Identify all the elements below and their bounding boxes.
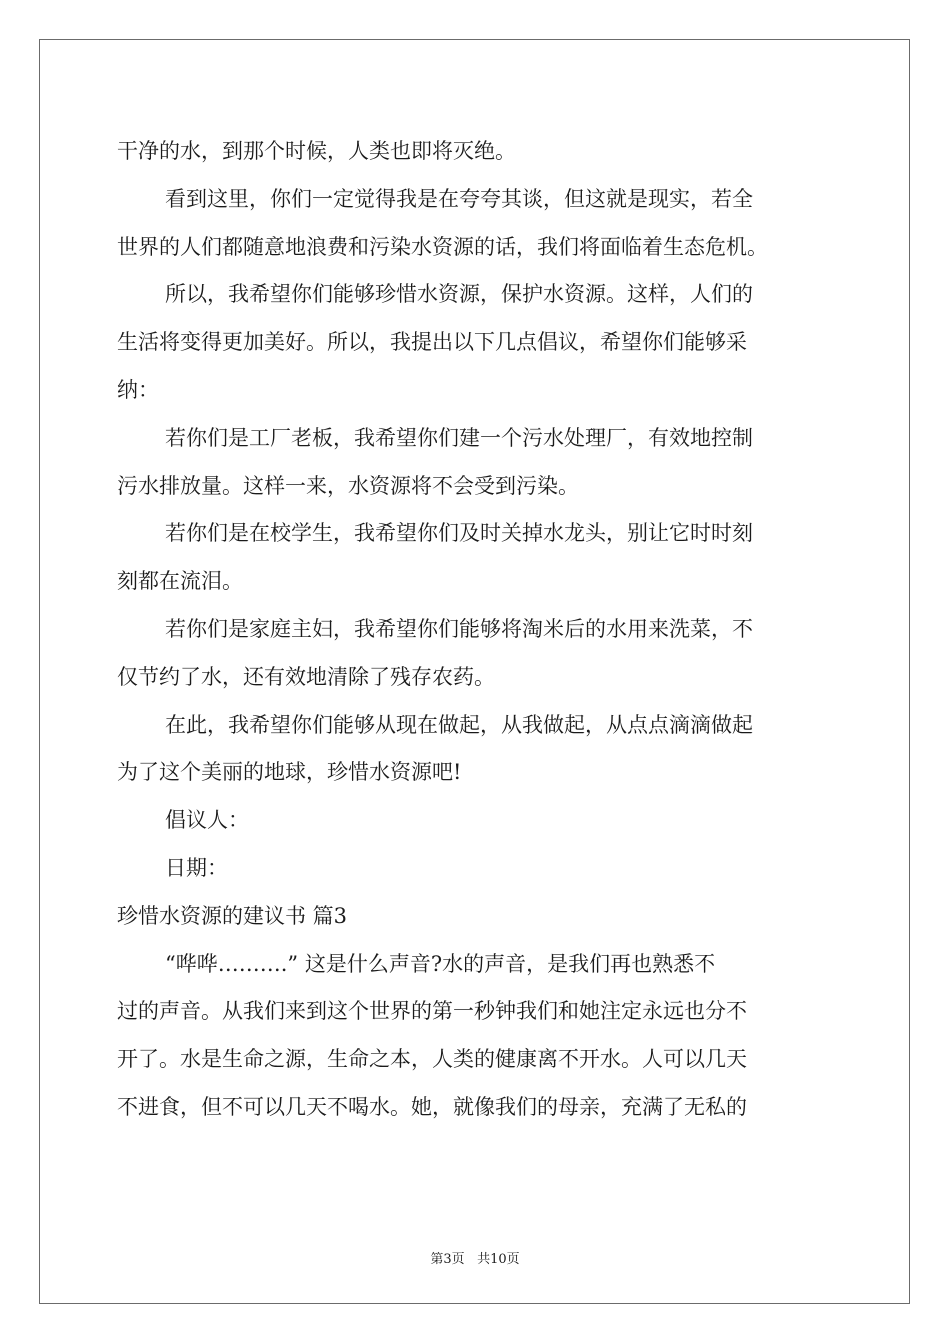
text-line: 倡议人： [165,808,249,833]
text-line: 干净的水，到那个时候，人类也即将灭绝。 [117,139,516,163]
document-body [117,128,857,1132]
text-line: 纳： [117,377,159,402]
text-line: 所以，我希望你们能够珍惜水资源，保护水资源。这样，人们的 [165,282,753,307]
text-line: 在此，我希望你们能够从现在做起，从我做起，从点点滴滴做起 [165,712,753,737]
text-line: 仅节约了水，还有效地清除了残存农药。 [117,664,495,689]
text-line: 生活将变得更加美好。所以，我提出以下几点倡议，希望你们能够采 [117,330,747,355]
page-number: 第3页 [430,1252,465,1267]
page-footer [0,1248,950,1267]
text-line: 看到这里，你们一定觉得我是在夸夸其谈，但这就是现实，若全 [165,186,753,211]
text-line: “哗哗……….” 这是什么声音?水的声音，是我们再也熟悉不 [165,951,716,976]
text-line: 若你们是在校学生，我希望你们及时关掉水龙头，别让它时时刻 [165,521,753,546]
text-line: 开了。水是生命之源，生命之本，人类的健康离不开水。人可以几天 [117,1047,747,1072]
page-total: 共10页 [477,1252,520,1267]
text-line: 若你们是家庭主妇，我希望你们能够将淘米后的水用来洗菜，不 [165,616,753,641]
text-line: 日期： [165,855,228,880]
text-line: 不进食，但不可以几天不喝水。她，就像我们的母亲，充满了无私的 [117,1094,747,1119]
text-line: 刻都在流泪。 [117,569,243,594]
text-line: 若你们是工厂老板，我希望你们建一个污水处理厂，有效地控制 [165,425,753,450]
text-line: 为了这个美丽的地球，珍惜水资源吧! [117,760,462,785]
text-line: 世界的人们都随意地浪费和污染水资源的话，我们将面临着生态危机。 [117,234,768,259]
text-line: 珍惜水资源的建议书 篇3 [117,903,348,928]
text-line: 污水排放量。这样一来，水资源将不会受到污染。 [117,473,579,498]
text-line: 过的声音。从我们来到这个世界的第一秒钟我们和她注定永远也分不 [117,999,747,1024]
